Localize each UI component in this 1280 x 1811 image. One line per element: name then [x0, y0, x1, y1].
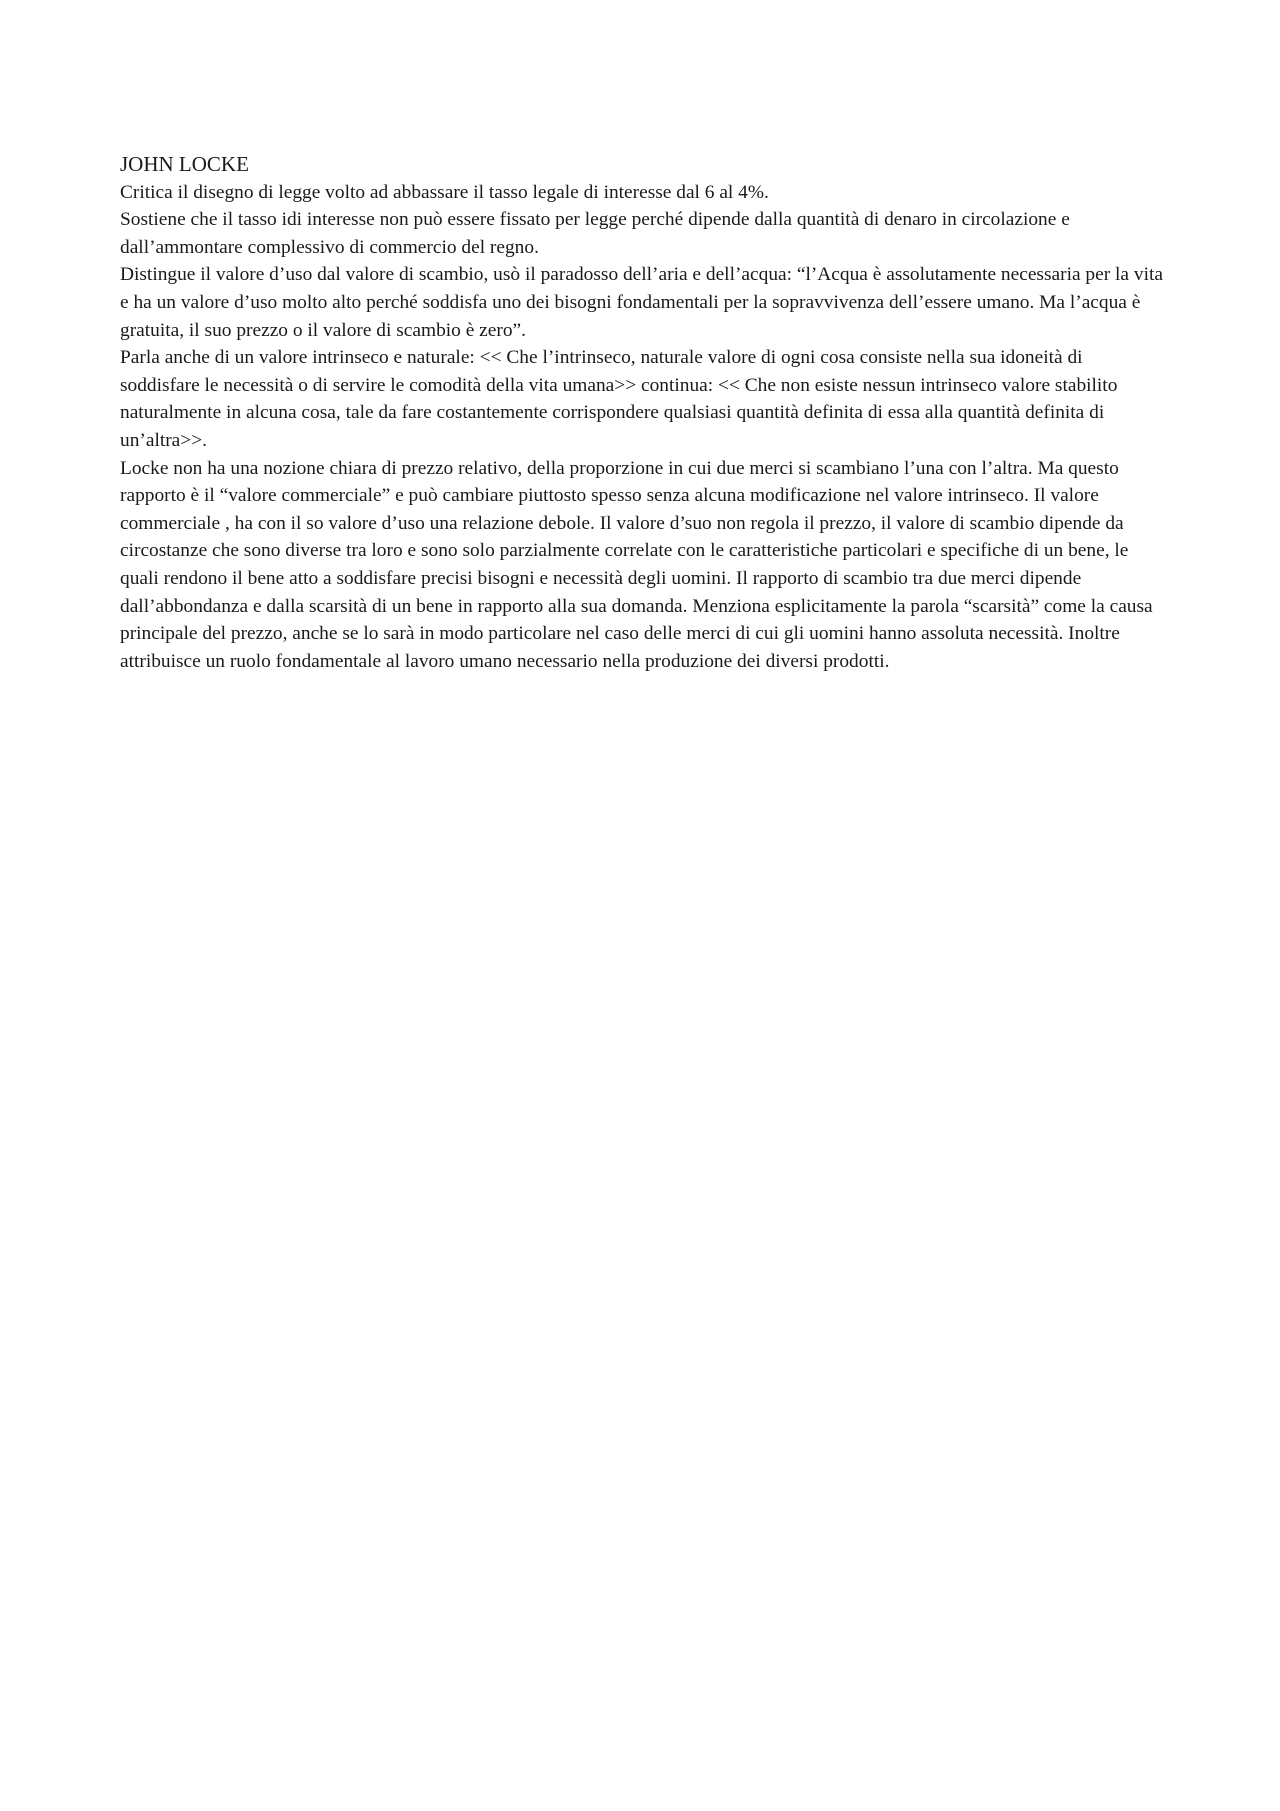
paragraph-relative-price: Locke non ha una nozione chiara di prezzo relativo, della proporzione in cui due merci si scambiano l’una con l’altra. Ma questo rapporto è il “valore commerciale” e può cambiare piuttosto spesso senza alcuna modificazione nel valore intrinseco. Il valore commerciale , ha con il so valore d’uso una relazione debole. Il valore d’suo non regola il prezzo, il valore di scambio dipende da circostanze che sono diverse tra loro e sono solo parzialmente correlate con le caratteristiche particolari e specifiche di un bene, le quali rendono il bene atto a soddisfare precisi bisogni e necessità degli uomini. Il rapporto di scambio tra due merci dipende dall’abbondanza e dalla scarsità di un bene in rapporto alla sua domanda. Menziona esplicitamente la parola “scarsità” come la causa principale del prezzo, anche se lo sarà in modo particolare nel caso delle merci di cui gli uomini hanno assoluta necessità. Inoltre attribuisce un ruolo fondamentale al lavoro umano necessario nella produzione dei diversi prodotti. — [120, 457, 1153, 672]
paragraph-money-quantity: Sostiene che il tasso idi interesse non può essere fissato per legge perché dipende dalla quantità di denaro in circolazione e dall’ammontare complessivo di commercio del regno. — [120, 209, 1070, 258]
paragraph-use-exchange-value: Distingue il valore d’uso dal valore di scambio, usò il paradosso dell’aria e dell’acqua: “l’Acqua è assolutamente necessaria per la vita e ha un valore d’uso molto alto perché soddisfa uno dei bisogni fondamentali per la sopravvivenza dell’essere umano. Ma l’acqua è gratuita, il suo prezzo o il valore di scambio è zero”. — [120, 264, 1163, 341]
paragraph-intrinsic-value: Parla anche di un valore intrinseco e naturale: << Che l’intrinseco, naturale valore di ogni cosa consiste nella sua idoneità di soddisfare le necessità o di servire le comodità della vita umana>> continua: << Che non esiste nessun intrinseco valore stabilito naturalmente in alcuna cosa, tale da fare costantemente corrispondere qualsiasi quantità definita di essa alla quantità definita di un’altra>>. — [120, 347, 1118, 451]
document-body — [120, 151, 1165, 675]
document-title: JOHN LOCKE — [120, 152, 249, 176]
paragraph-interest-rate-law: Critica il disegno di legge volto ad abbassare il tasso legale di interesse dal 6 al 4%. — [120, 181, 769, 203]
